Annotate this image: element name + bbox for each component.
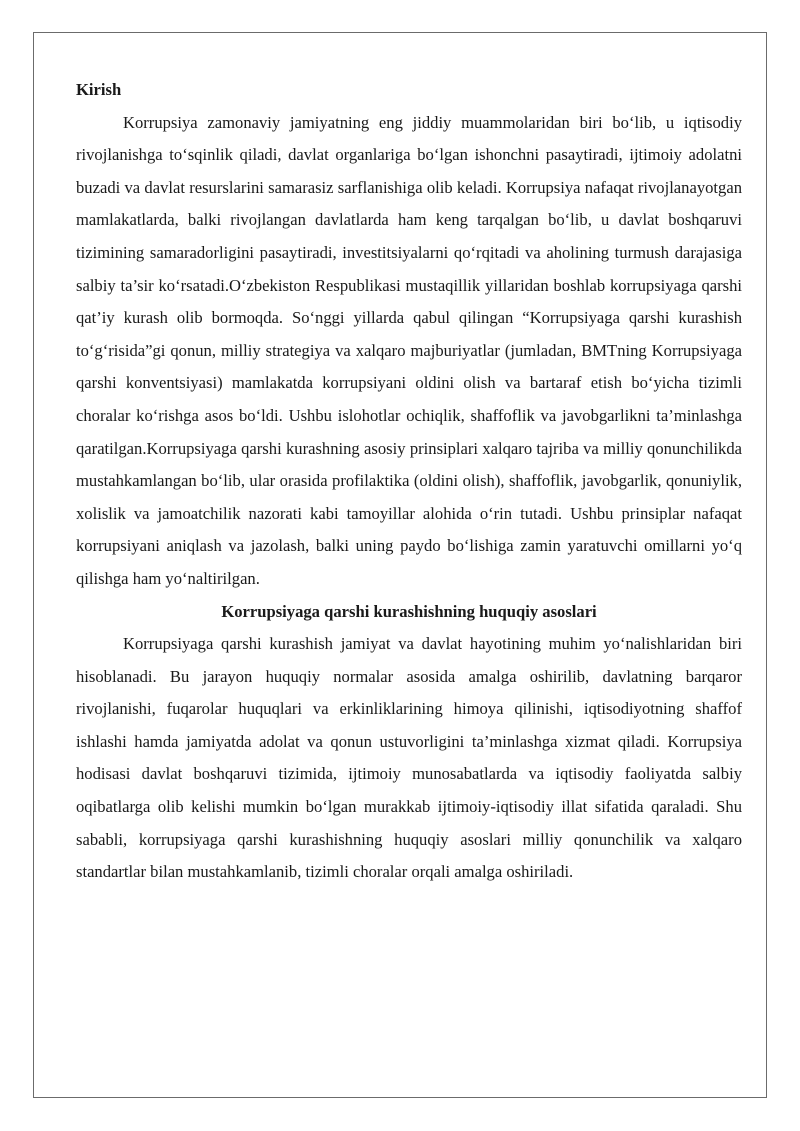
document-body	[76, 74, 742, 889]
heading-intro: Kirish	[76, 80, 122, 99]
heading-legal-basis: Korrupsiyaga qarshi kurashishning huquqiy asoslari	[221, 601, 597, 621]
paragraph-legal-basis: Korrupsiyaga qarshi kurashish jamiyat va davlat hayotining muhim yo‘nalishlaridan biri hisoblanadi. Bu jarayon huquqiy normalar asosida amalga oshirilib, davlatning barqaror rivojlanishi, fuqarolar huquqlari va erkinliklarining himoya qilinishi, iqtisodiyotning shaffof ishlashi hamda jamiyatda adolat va qonun ustuvorligini ta’minlashga xizmat qiladi. Korrupsiya hodisasi davlat boshqaruvi tizimida, ijtimoiy munosabatlarda va iqtisodiy faoliyatda salbiy oqibatlarga olib kelishi mumkin bo‘lgan murakkab ijtimoiy-iqtisodiy illat sifatida qaraladi. Shu sababli, korrupsiyaga qarshi kurashishning huquqiy asoslari milliy qonunchilik va xalqaro standartlar bilan mustahkamlanib, tizimli choralar orqali amalga oshiriladi.	[76, 634, 742, 882]
paragraph-intro: Korrupsiya zamonaviy jamiyatning eng jiddiy muammolaridan biri bo‘lib, u iqtisodiy rivojlanishga to‘sqinlik qiladi, davlat organlariga bo‘lgan ishonchni pasaytiradi, ijtimoiy adolatni buzadi va davlat resurslarini samarasiz sarflanishiga olib keladi. Korrupsiya nafaqat rivojlanayotgan mamlakatlarda, balki rivojlangan davlatlarda ham keng tarqalgan bo‘lib, u davlat boshqaruvi tizimining samaradorligini pasaytiradi, investitsiyalarni qo‘rqitadi va aholining turmush darajasiga salbiy ta’sir ko‘rsatadi.O‘zbekiston Respublikasi mustaqillik yillaridan boshlab korrupsiyaga qarshi qat’iy kurash olib bormoqda. So‘nggi yillarda qabul qilingan “Korrupsiyaga qarshi kurashish to‘g‘risida”gi qonun, milliy strategiya va xalqaro majburiyatlar (jumladan, BMTning Korrupsiyaga qarshi konventsiyasi) mamlakatda korrupsiyani oldini olish va bartaraf etish bo‘yicha tizimli choralar ko‘rishga asos bo‘ldi. Ushbu islohotlar ochiqlik, shaffoflik va javobgarlikni ta’minlashga qaratilgan.Korrupsiyaga qarshi kurashning asosiy prinsiplari xalqaro tajriba va milliy qonunchilikda mustahkamlangan bo‘lib, ular orasida profilaktika (oldini olish), shaffoflik, javobgarlik, qonuniylik, xolislik va jamoatchilik nazorati kabi tamoyillar alohida o‘rin tutadi. Ushbu prinsiplar nafaqat korrupsiyani aniqlash va jazolash, balki uning paydo bo‘lishiga zamin yaratuvchi omillarni yo‘q qilishga ham yo‘naltirilgan.	[76, 112, 742, 588]
